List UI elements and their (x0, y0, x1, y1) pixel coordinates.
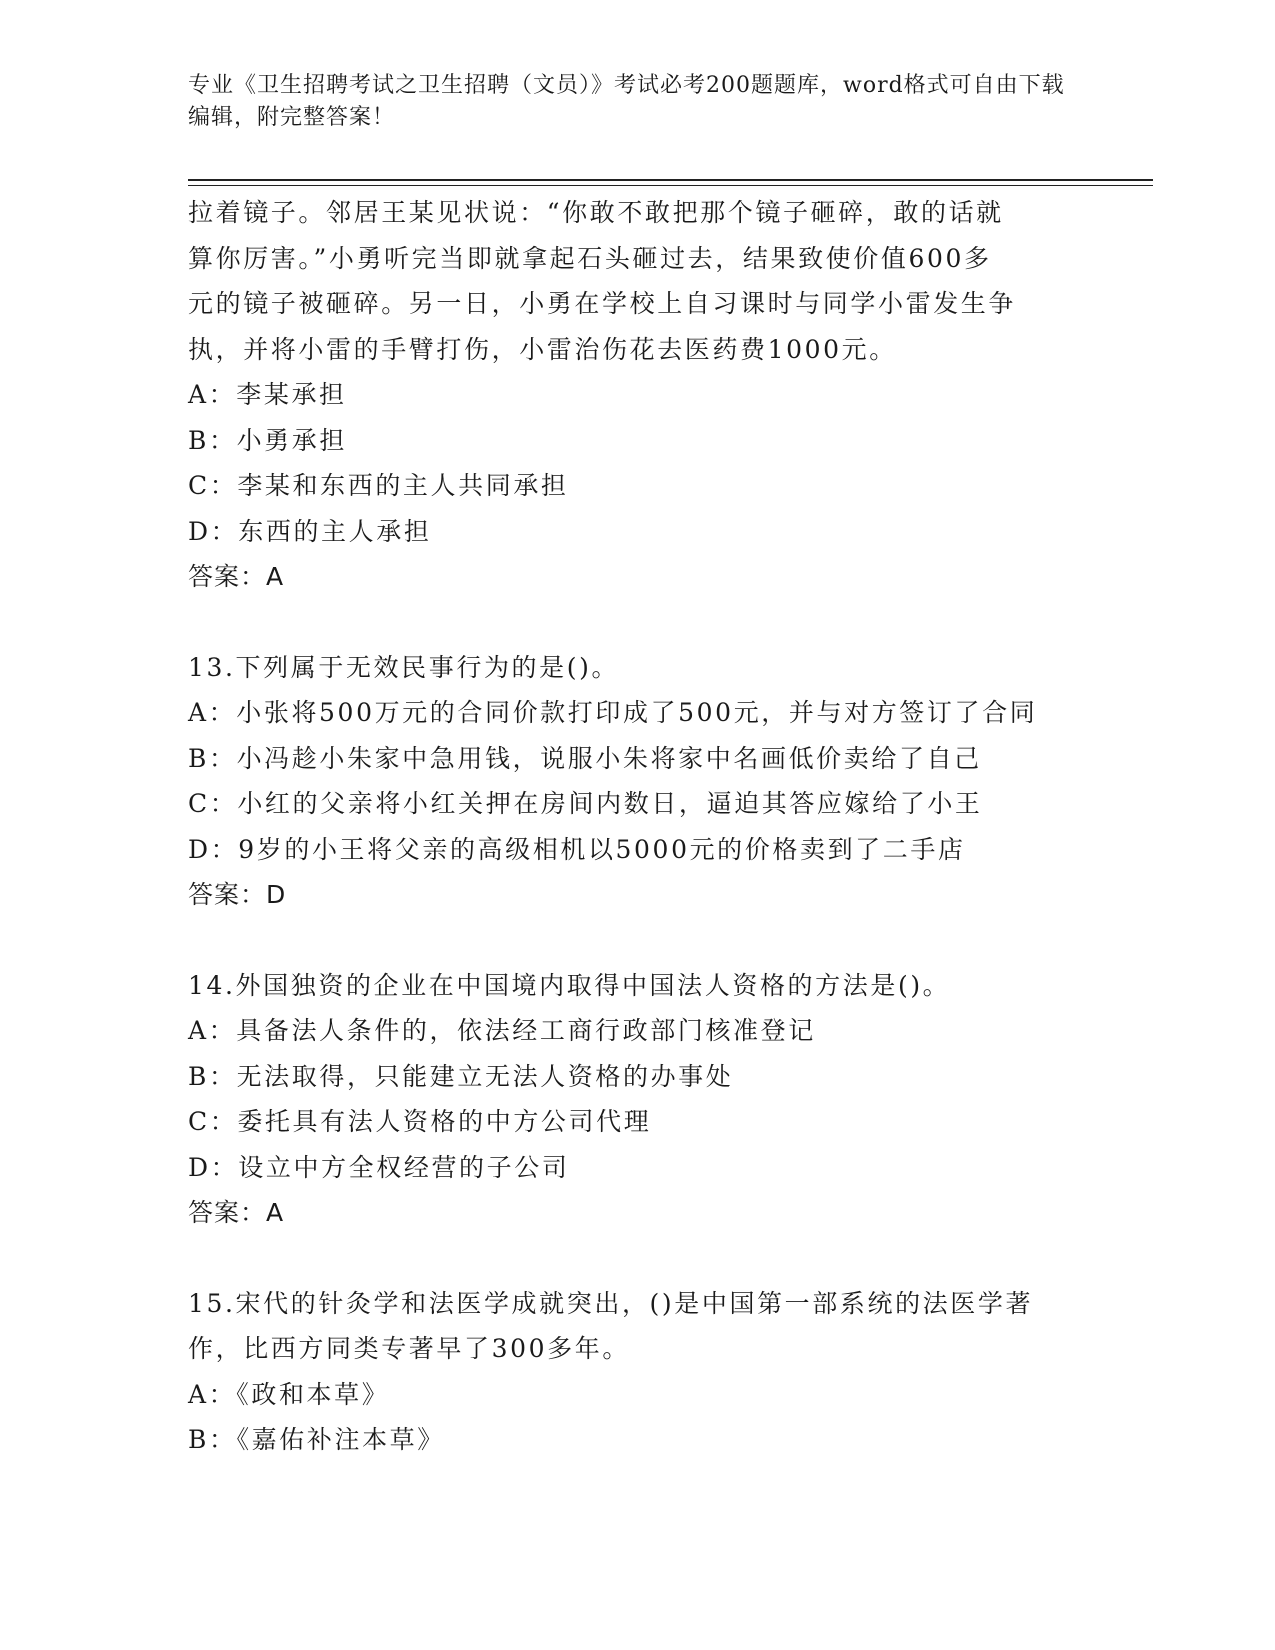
option-b: B：小勇承担 (188, 425, 347, 455)
spacer (188, 918, 1088, 963)
question-12-continued (188, 190, 1088, 600)
stem-line: 算你厉害。”小勇听完当即就拿起石头砸过去，结果致使价值600多 (188, 243, 992, 273)
option-c: C：委托具有法人资格的中方公司代理 (188, 1107, 652, 1136)
question-14 (188, 963, 1088, 1236)
option-b: B：小冯趁小朱家中急用钱，说服小朱将家中名画低价卖给了自己 (188, 743, 982, 773)
header-rule-thin (188, 185, 1153, 186)
stem-line: 执，并将小雷的手臂打伤，小雷治伤花去医药费1000元。 (188, 334, 897, 364)
option-d: D：9岁的小王将父亲的高级相机以5000元的价格卖到了二手店 (188, 834, 966, 864)
header-text: 专业《卫生招聘考试之卫生招聘（文员）》考试必考200题题库，word格式可自由下载编辑，附完整答案！ (188, 73, 1065, 130)
question-13 (188, 645, 1088, 918)
option-b: B：无法取得，只能建立无法人资格的办事处 (188, 1061, 734, 1091)
spacer (188, 1236, 1088, 1281)
option-a: A：具备法人条件的，依法经工商行政部门核准登记 (188, 1016, 816, 1045)
spacer (188, 600, 1088, 645)
option-c: C：小红的父亲将小红关押在房间内数日，逼迫其答应嫁给了小王 (188, 789, 983, 818)
question-stem: 14.外国独资的企业在中国境内取得中国法人资格的方法是()。 (188, 970, 951, 1000)
option-b: B：《嘉佑补注本草》 (188, 1425, 445, 1454)
option-d: D：设立中方全权经营的子公司 (188, 1152, 570, 1182)
question-15 (188, 1281, 1088, 1463)
option-c: C：李某和东西的主人共同承担 (188, 471, 569, 500)
option-a: A：李某承担 (188, 380, 347, 409)
option-a: A：《政和本草》 (188, 1379, 390, 1409)
document-header (188, 70, 1078, 134)
question-stem: 15.宋代的针灸学和法医学成就突出，()是中国第一部系统的法医学著 (188, 1288, 1034, 1318)
stem-line: 拉着镜子。邻居王某见状说：“你敢不敢把那个镜子砸碎，敢的话就 (188, 198, 1004, 227)
question-stem: 作，比西方同类专著早了300多年。 (188, 1334, 630, 1363)
option-d: D：东西的主人承担 (188, 516, 432, 546)
document-body (188, 190, 1088, 1463)
answer: 答案：A (188, 1198, 285, 1227)
question-stem: 13.下列属于无效民事行为的是()。 (188, 652, 620, 682)
stem-line: 元的镜子被砸碎。另一日，小勇在学校上自习课时与同学小雷发生争 (188, 289, 1017, 318)
answer: 答案：D (188, 880, 287, 909)
header-rule-thick (188, 179, 1153, 181)
option-a: A：小张将500万元的合同价款打印成了500元，并与对方签订了合同 (188, 698, 1038, 727)
answer: 答案：A (188, 562, 285, 591)
